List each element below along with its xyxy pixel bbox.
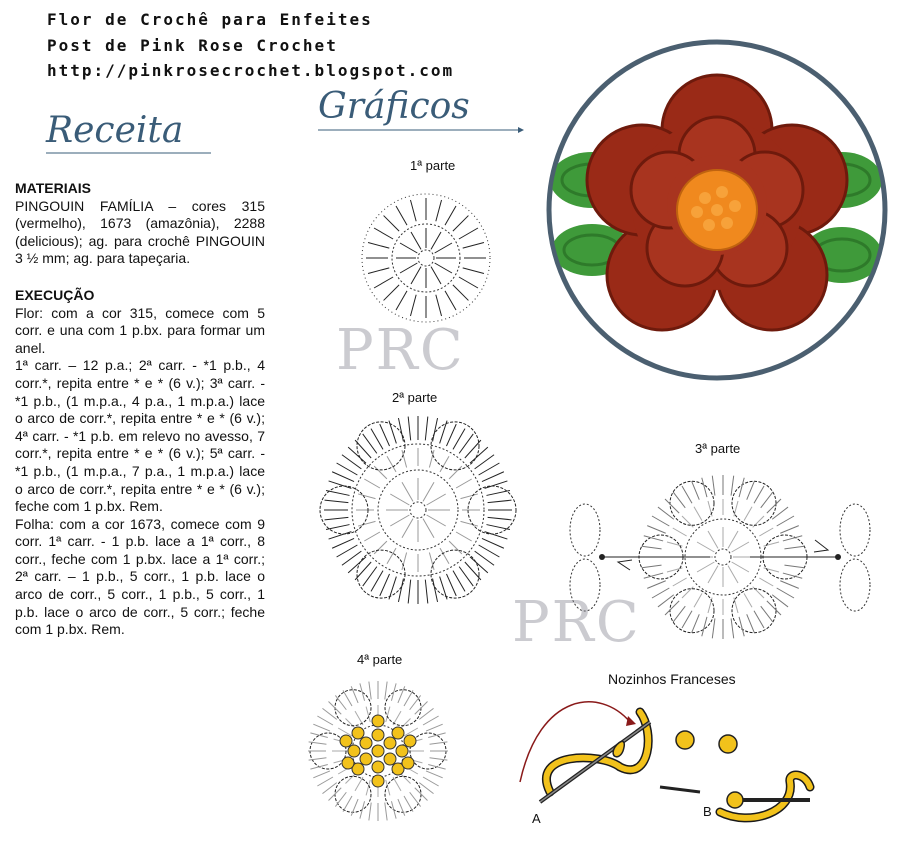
knots-label: Nozinhos Franceses [608, 671, 736, 687]
chart2-ring-center [410, 502, 426, 518]
chart-part4 [303, 676, 453, 826]
header-subtitle: Post de Pink Rose Crochet [47, 36, 338, 55]
recipe-text [15, 180, 265, 639]
part1-label: 1ª parte [410, 158, 456, 173]
part2-label: 2ª parte [392, 390, 438, 405]
flower-instructions: Flor: com a cor 315, comece com 5 corr. e una com 1 p.bx. para formar um anel. [15, 304, 265, 356]
chart-part1 [351, 183, 501, 333]
step-b-label: B [703, 804, 712, 819]
leaf-instructions: Folha: com a cor 1673, comece com 9 corr. 1ª carr. - 1 p.b. lace a 1ª corr., 8 corr., feche com 1 p.bx. lace a 1ª corr.; 2ª carr. – 1 p.b., 5 corr., 1 p.b. lace o arco de corr., 5 corr., 1 p.b., 5 corr., 1 p.b. lace o arco de corr., 5 corr.; feche com 1 p.bx. Rem. [15, 515, 265, 638]
part4-label: 4ª parte [357, 652, 403, 667]
watermark-2: PRC [512, 590, 641, 655]
rows-instructions: 1ª carr. – 12 p.a.; 2ª carr. - *1 p.b., 4 corr.*, repita entre * e * (6 v.); 3ª carr. - *1 p.b., (1 m.p.a., 4 p.a., 1 m.p.a.) lace o arco de corr.*, repita entre * e * (6 v.); 4ª carr. - *1 p.b. em relevo no avesso, 7 corr.*, repita entre * e * (6 v.); 5ª carr. - *1 p.b., (1 m.p.a., 7 p.a., 1 m.p.a.) lace o arco de corr.*, repita entre * e * (6 v.); feche com 1 p.bx. Rem. [15, 357, 265, 515]
recipe-title-underline [46, 150, 216, 156]
flower-center [677, 170, 757, 250]
step-a-label: A [532, 811, 541, 826]
chart1-ring-center [418, 250, 434, 266]
chart2-row3 [356, 448, 480, 572]
chart-part2 [318, 410, 518, 610]
watermark-1: PRC [336, 318, 465, 383]
flower-photo [537, 40, 897, 380]
header-title: Flor de Crochê para Enfeites [47, 10, 373, 29]
charts-title-underline [318, 126, 528, 134]
materials-text: PINGOUIN FAMÍLIA – cores 315 (vermelho), 1673 (amazônia), 2288 (delicious); ag. para crochê PINGOUIN 3 ½ mm; ag. para tapeçaria. [15, 197, 265, 267]
chart2-row1 [386, 478, 450, 542]
chart1-row1 [396, 228, 456, 288]
french-knots-illustration [520, 692, 820, 832]
charts-title: Gráficos [318, 86, 470, 127]
recipe-title: Receita [46, 110, 184, 151]
chart1-row3 [366, 198, 486, 318]
header-url: http://pinkrosecrochet.blogspot.com [47, 61, 455, 80]
part3-label: 3ª parte [695, 441, 741, 456]
execution-heading: EXECUÇÃO [15, 286, 95, 303]
materials-heading: MATERIAIS [15, 180, 91, 196]
